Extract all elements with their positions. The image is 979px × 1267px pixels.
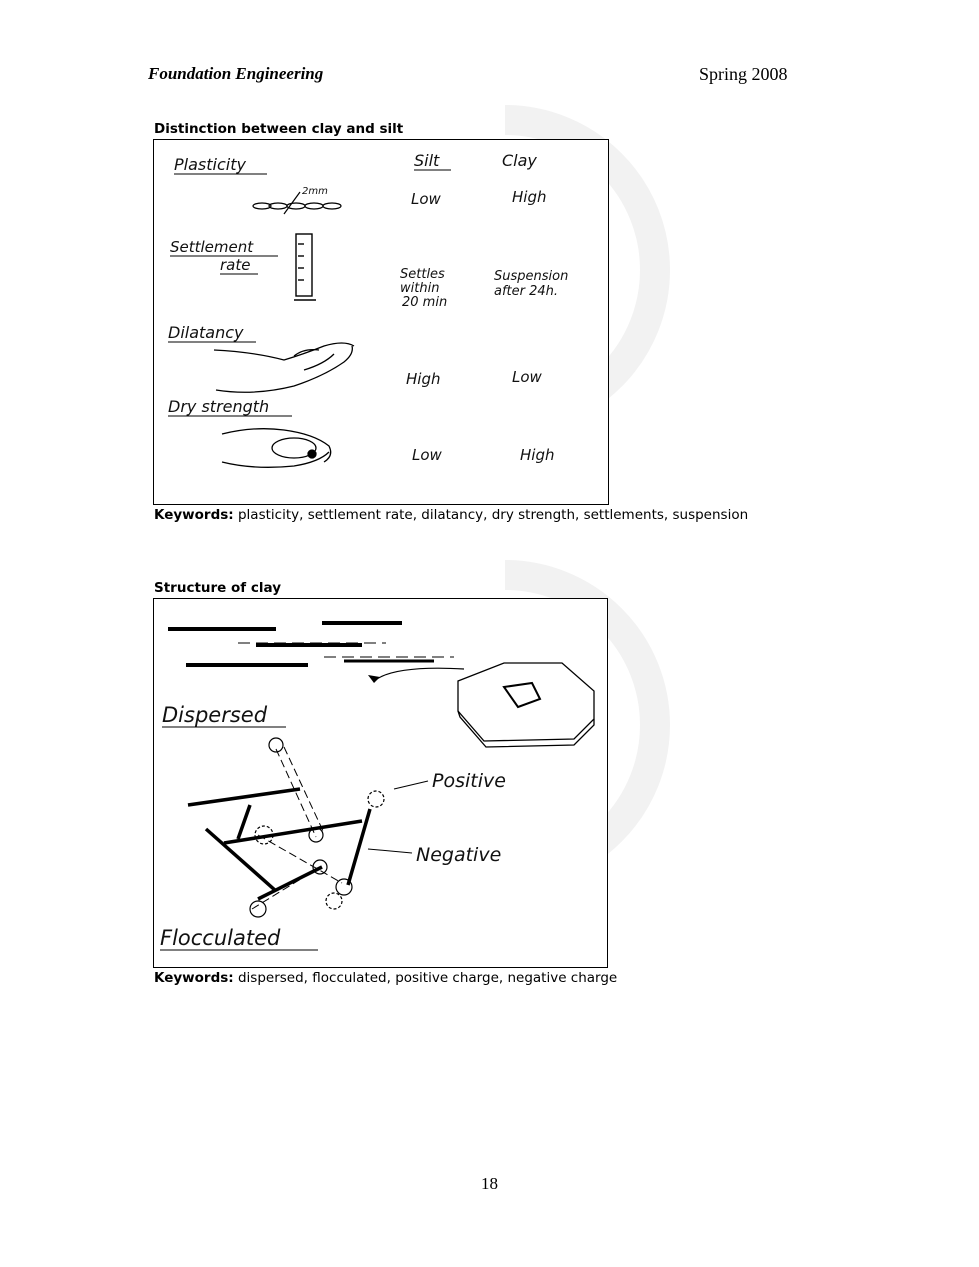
figure1-title: Distinction between clay and silt (154, 121, 404, 137)
row-plasticity-label: Plasticity (174, 155, 246, 174)
plasticity-clay: High (512, 188, 547, 206)
dry-strength-silt: Low (412, 446, 442, 464)
row-dry-strength-label: Dry strength (168, 397, 270, 416)
figure2-drawing (154, 599, 607, 967)
clay-platelets-dispersed (168, 623, 454, 665)
label-dispersed: Dispersed (162, 703, 268, 727)
col-clay: Clay (502, 151, 537, 170)
settlement-clay-2: after 24h. (494, 284, 559, 299)
page-number: 18 (481, 1174, 498, 1193)
label-positive: Positive (432, 770, 506, 792)
row-dilatancy-label: Dilatancy (168, 323, 244, 342)
row-settlement-label-2: rate (220, 256, 251, 274)
col-silt: Silt (414, 151, 440, 170)
header-date: Spring 2008 (699, 64, 788, 84)
figure2-keywords-label: Keywords: (154, 970, 234, 986)
figure1-keywords (154, 507, 748, 523)
label-negative: Negative (416, 844, 502, 866)
dilatancy-clay: Low (512, 368, 542, 386)
figure1-box (153, 139, 609, 505)
figure2-title: Structure of clay (154, 580, 281, 596)
row-settlement-label-1: Settlement (170, 238, 254, 256)
hand-dilatancy-icon (214, 343, 354, 392)
header-title: Foundation Engineering (148, 64, 324, 83)
magnify-arrow (374, 668, 464, 681)
figure1-keywords-text: plasticity, settlement rate, dilatancy, dry strength, settlements, suspension (237, 507, 749, 523)
dilatancy-silt: High (406, 370, 441, 388)
settlement-silt-3: 20 min (402, 295, 448, 310)
hand-dry-strength-icon (222, 429, 331, 468)
figure2-keywords (154, 970, 617, 986)
figure1-keywords-label: Keywords: (154, 507, 234, 523)
flocculated-structure (188, 738, 384, 917)
plasticity-silt: Low (411, 190, 441, 208)
annotation-2mm: 2mm (302, 186, 328, 197)
figure1-drawing (154, 140, 608, 504)
magnified-platelet-icon (458, 663, 594, 747)
figure2-keywords-text: dispersed, flocculated, positive charge, negative charge (237, 970, 618, 986)
settlement-silt-1: Settles (400, 267, 445, 282)
label-flocculated: Flocculated (160, 926, 281, 950)
settlement-silt-2: within (400, 281, 440, 296)
dry-strength-clay: High (520, 446, 555, 464)
graduated-cylinder-icon (294, 234, 316, 300)
settlement-clay-1: Suspension (494, 269, 569, 284)
figure2-box (153, 598, 608, 968)
